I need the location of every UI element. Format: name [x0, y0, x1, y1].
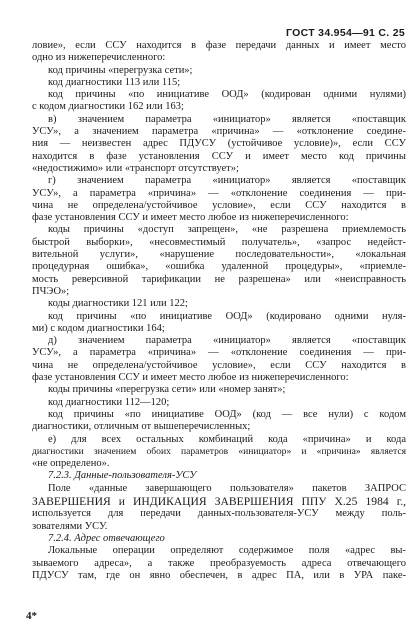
- text-line: код диагностики 112—120;: [48, 396, 170, 408]
- text-line: Локальные операции определяют содержимое поля «адрес вы-: [48, 545, 406, 557]
- text-line: УСУ», а значением параметра «причина» — «отклонение соедине-: [32, 126, 406, 138]
- section-heading: 7.2.4. Адрес отвечающего: [48, 533, 165, 545]
- text-line: «недостижимо» или «транспорт отсутствует»;: [32, 162, 239, 174]
- body-text: [32, 40, 406, 582]
- text-line: коды диагностики 121 или 122;: [48, 298, 188, 310]
- text-line: зователями УСУ.: [32, 520, 108, 532]
- text-line: УСУ», а параметра «причина» — «отклонение соединения — при-: [32, 347, 406, 359]
- text-line: фазе установления ССУ и имеет место любое из нижеперечисленного:: [32, 212, 349, 224]
- text-line: коды причины «доступ запрещен», «не разрешена приемлемость: [48, 224, 406, 236]
- text-line: одно из нижеперечисленного:: [32, 52, 166, 64]
- text-line: находится в фазе установления ССУ и имеет место код причины: [32, 150, 406, 162]
- text-line: д) значением параметра «инициатор» является «поставщик: [48, 335, 406, 347]
- text-line: ния — неизвестен адрес ПДУСУ (устойчивое условие)», если ССУ: [32, 138, 406, 150]
- text-line: чина не определена/устойчивое условие», если ССУ находится в: [32, 359, 406, 371]
- text-line: код причины «по инициативе ООД» (кодирован одними нулями): [48, 89, 406, 101]
- text-line: в) значением параметра «инициатор» является «поставщик: [48, 113, 406, 125]
- text-line: код причины «по инициативе ООД» (кодировано одними нуля-: [48, 310, 406, 322]
- text-line: ловие», если ССУ находится в фазе передачи данных и имеет место: [32, 40, 406, 51]
- text-line: диагностики значением обоих параметров «инициатор» и «причина» является: [32, 445, 406, 457]
- text-line: г) значением параметра «инициатор» является «поставщик: [48, 175, 406, 187]
- text-line: ми) с кодом диагностики 164;: [32, 322, 165, 334]
- text-line: УСУ», а параметра «причина» — «отклонение соединения — при-: [32, 187, 406, 199]
- text-line: ЗАВЕРШЕНИЯ и ИНДИКАЦИЯ ЗАВЕРШЕНИЯ ППУ Х.25 1984 г.,: [32, 494, 406, 508]
- text-line: вительной услуги», «нарушение последовательности», «локальная: [32, 249, 406, 261]
- text-line: ПДУСУ там, где он явно обеспечен, в адрес ПА, или в УРА паке-: [32, 569, 406, 581]
- text-line: с кодом диагностики 162 или 163;: [32, 101, 184, 113]
- page-mark: 4*: [26, 610, 37, 622]
- text-line: ПЧЭО»;: [32, 285, 70, 297]
- text-line: е) для всех остальных комбинаций кода «причина» и кода: [48, 433, 406, 445]
- text-line: код причины «перегрузка сети»;: [48, 64, 193, 76]
- text-line: фазе установления ССУ и имеет место любое из нижеперечисленного:: [32, 372, 349, 384]
- text-line: коды причины «перегрузка сети» или «номер занят»;: [48, 384, 286, 396]
- section-heading: 7.2.3. Данные-пользователя-УСУ: [48, 470, 197, 482]
- text-line: используется для передачи данных-пользователя-УСУ между поль-: [32, 508, 406, 520]
- text-line: зываемого адреса», а также преобразуемость адреса отвечающего: [32, 557, 406, 569]
- text-line: код диагностики 113 или 115;: [48, 76, 181, 88]
- text-line: диагностики, отличным от вышеперечисленных;: [32, 421, 251, 433]
- text-line: быстрой выборки», «несовместимый получатель», «запрос недейст-: [32, 236, 406, 248]
- running-header: ГОСТ 34.954—91 С. 25: [286, 27, 405, 39]
- text-line: процедурная ошибка», «ошибка удаленной процедуры», «приемле-: [32, 261, 406, 273]
- text-line: чина не определена/устойчивое условие», если ССУ находится в: [32, 199, 406, 211]
- text-line: мость реверсивной тарификации не разрешена» или «неисправность: [32, 273, 406, 285]
- text-line: «не определено».: [32, 458, 110, 470]
- text-line: код причины «по инициативе ООД» (код — все нули) с кодом: [48, 408, 406, 420]
- text-line: Поле «данные завершающего пользователя» пакетов ЗАПРОС: [48, 482, 406, 494]
